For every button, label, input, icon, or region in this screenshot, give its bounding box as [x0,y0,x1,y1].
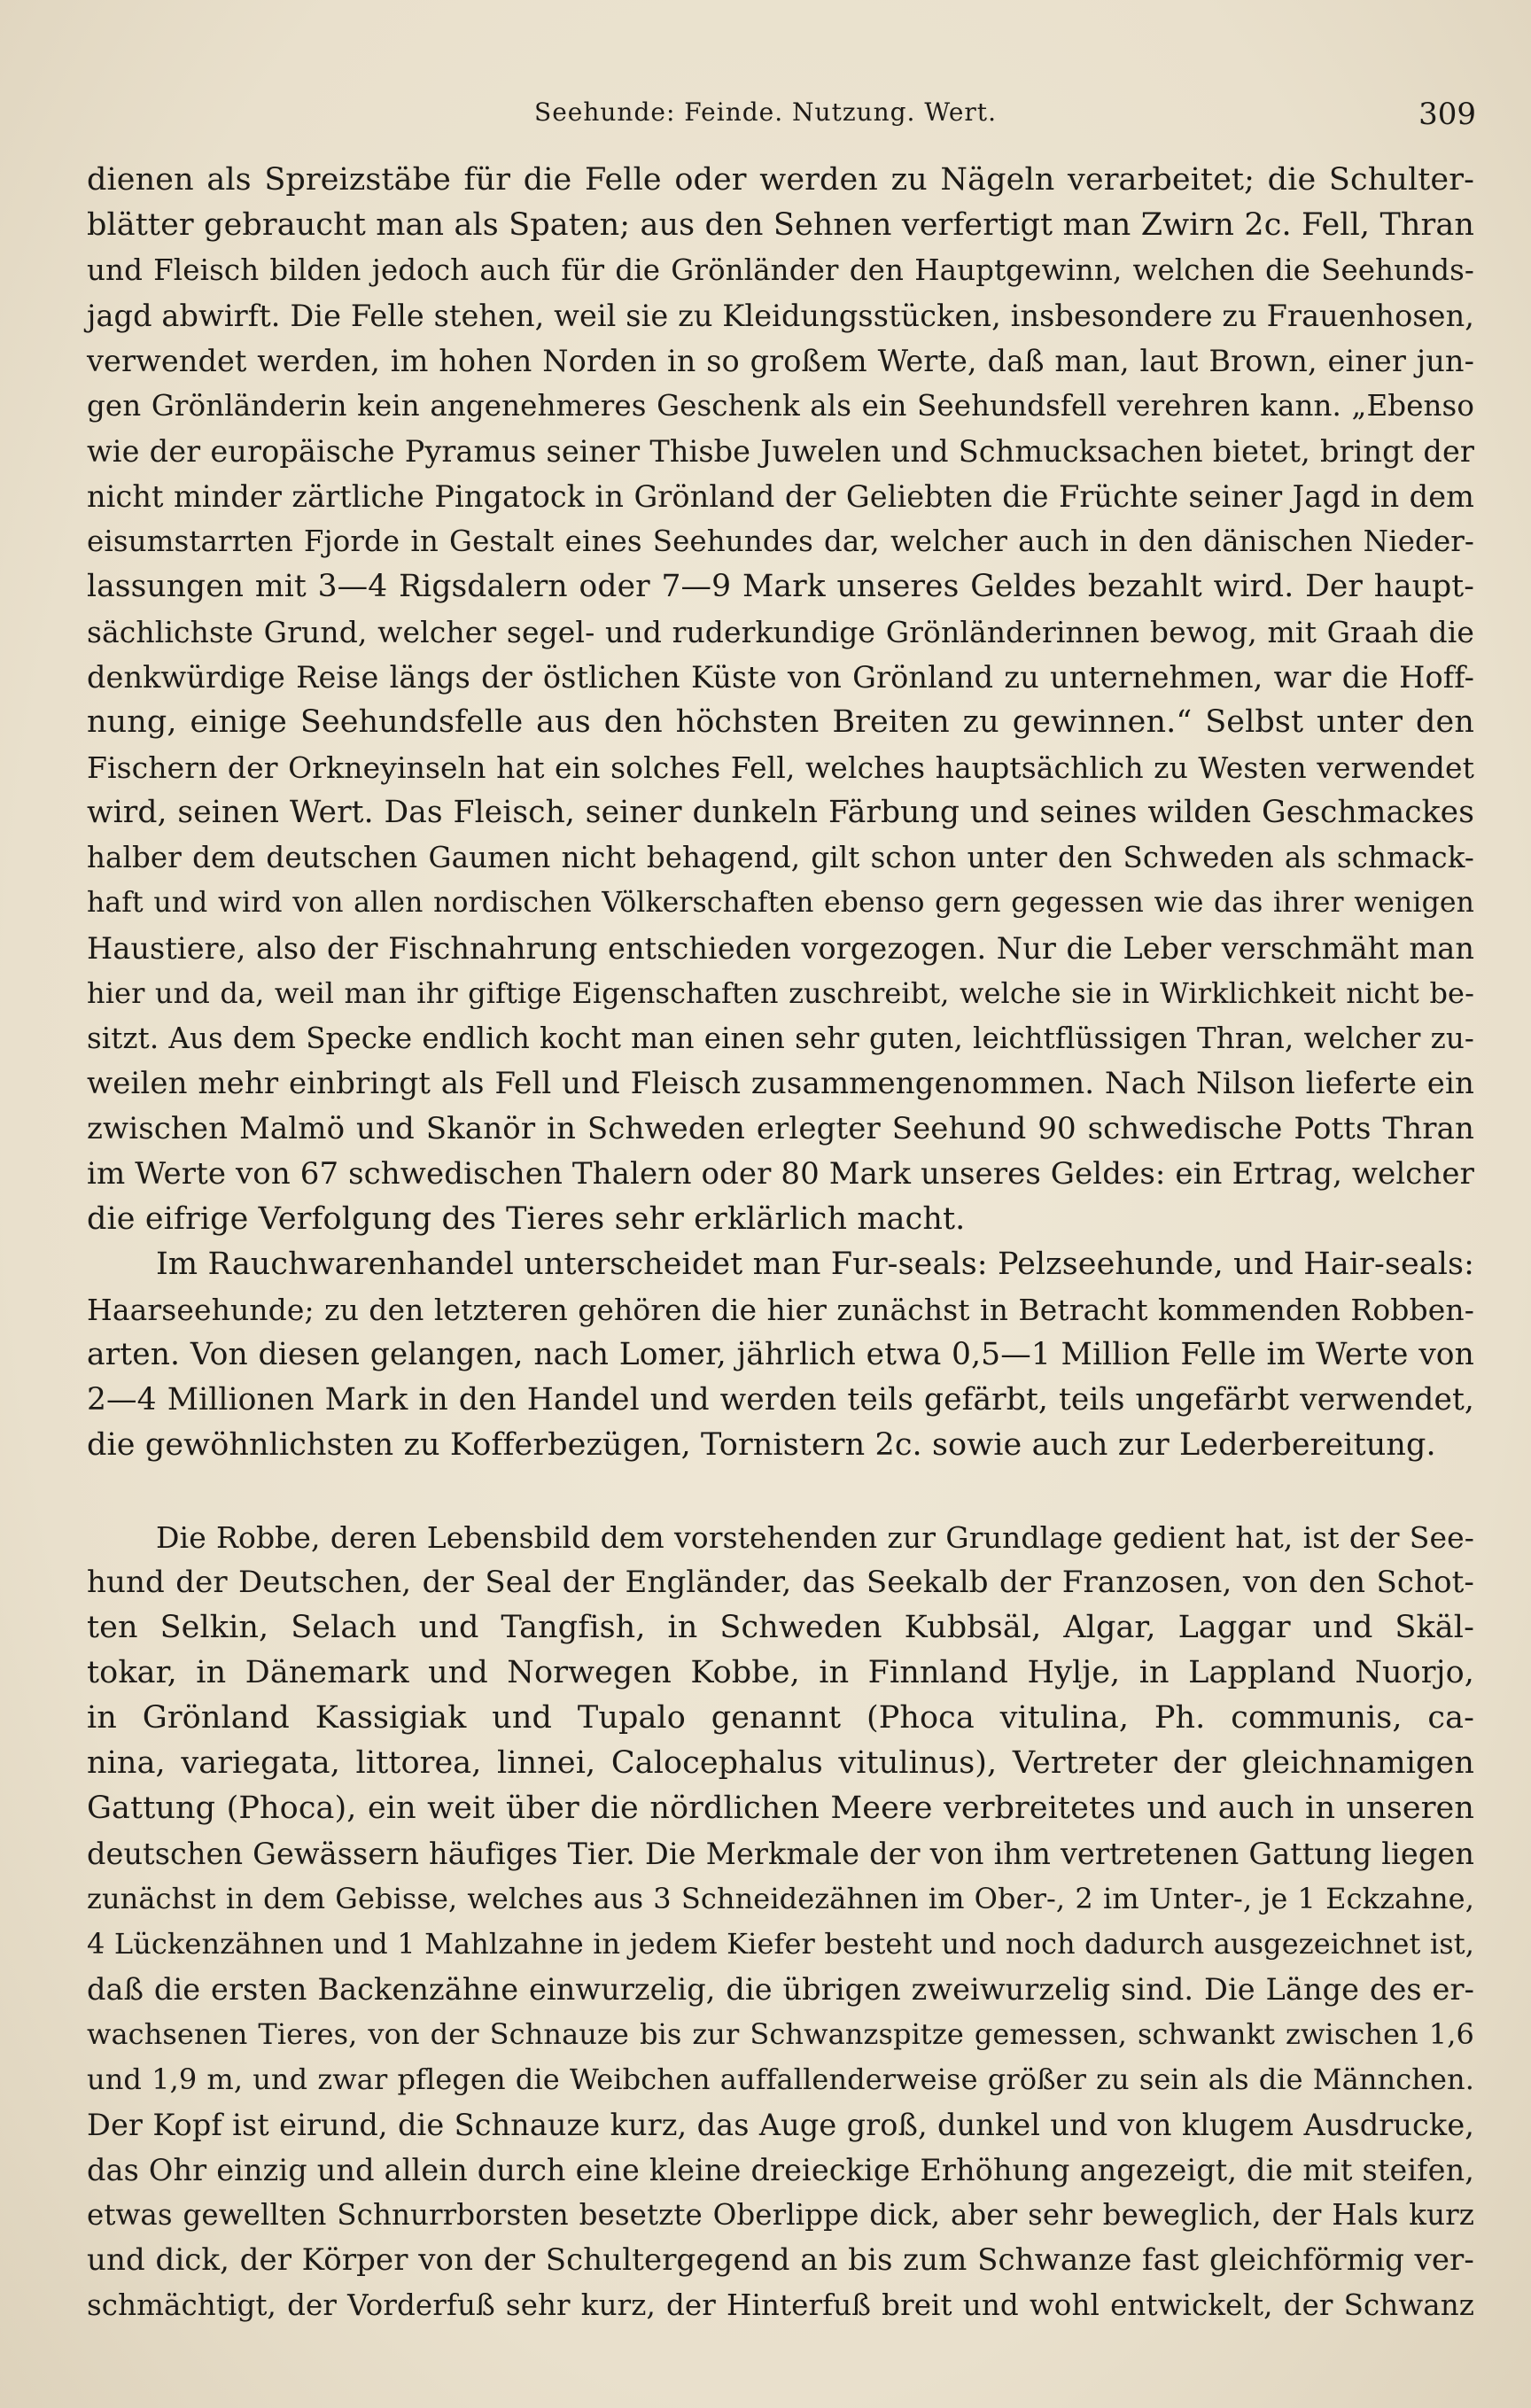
text-line: weilen mehr einbringt als Fell und Fleisch zusammengenommen. Nach Nilson lieferte ein [87,1066,1474,1101]
text-line: deutschen Gewässern häufiges Tier. Die Merkmale der von ihm vertretenen Gattung liegen [87,1837,1474,1871]
text-line: wachsenen Tieres, von der Schnauze bis zur Schwanzspitze gemessen, schwankt zwischen 1,6 [87,2017,1474,2051]
text-line: halber dem deutschen Gaumen nicht behagend, gilt schon unter den Schweden als schmack- [87,841,1474,874]
text-line: und dick, der Körper von der Schultergegend an bis zum Schwanze fast gleichförmig ver- [87,2242,1474,2278]
text-line: Gattung (Phoca), ein weit über die nördlichen Meere verbreitetes und auch in unseren [87,1790,1474,1826]
text-line: 2—4 Millionen Mark in den Handel und werden teils gefärbt, teils ungefärbt verwendet, [87,1382,1474,1418]
text-line: jagd abwirft. Die Felle stehen, weil sie zu Kleidungsstücken, insbesondere zu Frauenhosen, [87,299,1474,333]
text-line: dienen als Spreizstäbe für die Felle oder werden zu Nägeln verarbeitet; die Schulter- [87,162,1474,198]
text-line: nina, variegata, littorea, linnei, Calocephalus vitulinus), Vertreter der gleichnamigen [87,1745,1474,1781]
text-line: Der Kopf ist eirund, die Schnauze kurz, das Auge groß, dunkel und von klugem Ausdrucke, [87,2108,1474,2142]
text-block-lower [87,1515,1474,2328]
text-line: lassungen mit 3—4 Rigsdalern oder 7—9 Mark unseres Geldes bezahlt wird. Der haupt- [87,569,1474,604]
text-line: tokar, in Dänemark und Norwegen Kobbe, in Finnland Hylje, in Lappland Nuorjo, [87,1655,1474,1690]
text-line: ten Selkin, Selach und Tangfish, in Schweden Kubbsäl, Algar, Laggar und Skäl- [87,1610,1474,1645]
text-line: hier und da, weil man ihr giftige Eigenschaften zuschreibt, welche sie in Wirklichkeit nicht be- [87,976,1474,1010]
paragraph [87,1242,1474,1468]
text-line: haft und wird von allen nordischen Völkerschaften ebenso gern gegessen wie das ihrer wenigen [87,887,1474,919]
text-line: 4 Lückenzähnen und 1 Mahlzahne in jedem Kiefer besteht und noch dadurch ausgezeichnet ist, [87,1927,1474,1961]
running-title: Seehunde: Feinde. Nutzung. Wert. [534,97,997,127]
text-line: verwendet werden, im hohen Norden in so großem Werte, daß man, laut Brown, einer jun- [87,344,1474,378]
text-line: sächlichste Grund, welcher segel- und ruderkundige Grönländerinnen bewog, mit Graah die [87,615,1474,649]
text-line: und 1,9 m, und zwar pflegen die Weibchen auffallenderweise größer zu sein als die Männchen. [87,2062,1474,2096]
text-line: schmächtigt, der Vorderfuß sehr kurz, der Hinterfuß breit und wohl entwickelt, der Schwanz [87,2288,1474,2322]
text-line: wird, seinen Wert. Das Fleisch, seiner dunkeln Färbung und seines wilden Geschmackes [87,795,1474,830]
text-line: gen Grönländerin kein angenehmeres Geschenk als ein Seehundsfell verehren kann. „Ebenso [87,389,1474,423]
text-line: Haarseehunde; zu den letzteren gehören die hier zunächst in Betracht kommenden Robben- [87,1293,1474,1327]
text-line: wie der europäische Pyramus seiner Thisbe Juwelen und Schmucksachen bietet, bringt der [87,434,1474,469]
text-line: zwischen Malmö und Skanör in Schweden erlegter Seehund 90 schwedische Potts Thran [87,1111,1474,1146]
page-number: 309 [1418,97,1476,132]
text-line: die gewöhnlichsten zu Kofferbezügen, Tornistern 2c. sowie auch zur Lederbereitung. [87,1427,1436,1463]
text-line: Haustiere, also der Fischnahrung entschieden vorgezogen. Nur die Leber verschmäht man [87,931,1474,966]
text-line: Fischern der Orkneyinseln hat ein solches Fell, welches hauptsächlich zu Westen verwendet [87,750,1474,785]
text-line: arten. Von diesen gelangen, nach Lomer, jährlich etwa 0,5—1 Million Felle im Werte von [87,1337,1474,1372]
running-head [0,90,1531,135]
paragraph [87,1515,1474,2328]
text-line: nicht minder zärtliche Pingatock in Grönland der Geliebten die Früchte seiner Jagd in dem [87,479,1474,514]
text-line: das Ohr einzig und allein durch eine kleine dreieckige Erhöhung angezeigt, die mit steifen, [87,2153,1474,2187]
text-line: Im Rauchwarenhandel unterscheidet man Fur-seals: Pelzseehunde, und Hair-seals: [156,1247,1474,1282]
text-block-upper [87,158,1474,1468]
text-line: denkwürdige Reise längs der östlichen Küste von Grönland zu unternehmen, war die Hoff- [87,660,1474,695]
text-line: eisumstarrten Fjorde in Gestalt eines Seehundes dar, welcher auch in den dänischen Nieder- [87,524,1474,558]
text-line: nung, einige Seehundsfelle aus den höchsten Breiten zu gewinnen.“ Selbst unter den [87,704,1474,740]
text-line: in Grönland Kassigiak und Tupalo genannt (Phoca vitulina, Ph. communis, ca- [87,1700,1474,1736]
paragraph [87,158,1474,1242]
text-line: und Fleisch bilden jedoch auch für die Grönländer den Hauptgewinn, welchen die Seehunds- [87,253,1474,287]
text-line: zunächst in dem Gebisse, welches aus 3 Schneidezähnen im Ober-, 2 im Unter-, je 1 Eckzahne, [87,1882,1474,1915]
text-line: im Werte von 67 schwedischen Thalern oder 80 Mark unseres Geldes: ein Ertrag, welcher [87,1156,1475,1192]
text-line: Die Robbe, deren Lebensbild dem vorstehenden zur Grundlage gedient hat, ist der See- [156,1520,1474,1555]
text-line: sitzt. Aus dem Specke endlich kocht man einen sehr guten, leichtflüssigen Thran, welcher zu- [87,1021,1474,1055]
text-line: blätter gebraucht man als Spaten; aus den Sehnen verfertigt man Zwirn 2c. Fell, Thran [87,207,1474,243]
text-line: daß die ersten Backenzähne einwurzelig, die übrigen zweiwurzelig sind. Die Länge des er- [87,1972,1474,2007]
text-line: hund der Deutschen, der Seal der Engländer, das Seekalb der Franzosen, von den Schot- [87,1565,1474,1600]
text-line: etwas gewellten Schnurrborsten besetzte Oberlippe dick, aber sehr beweglich, der Hals kurz [87,2198,1474,2232]
text-line: die eifrige Verfolgung des Tieres sehr erklärlich macht. [87,1201,966,1237]
